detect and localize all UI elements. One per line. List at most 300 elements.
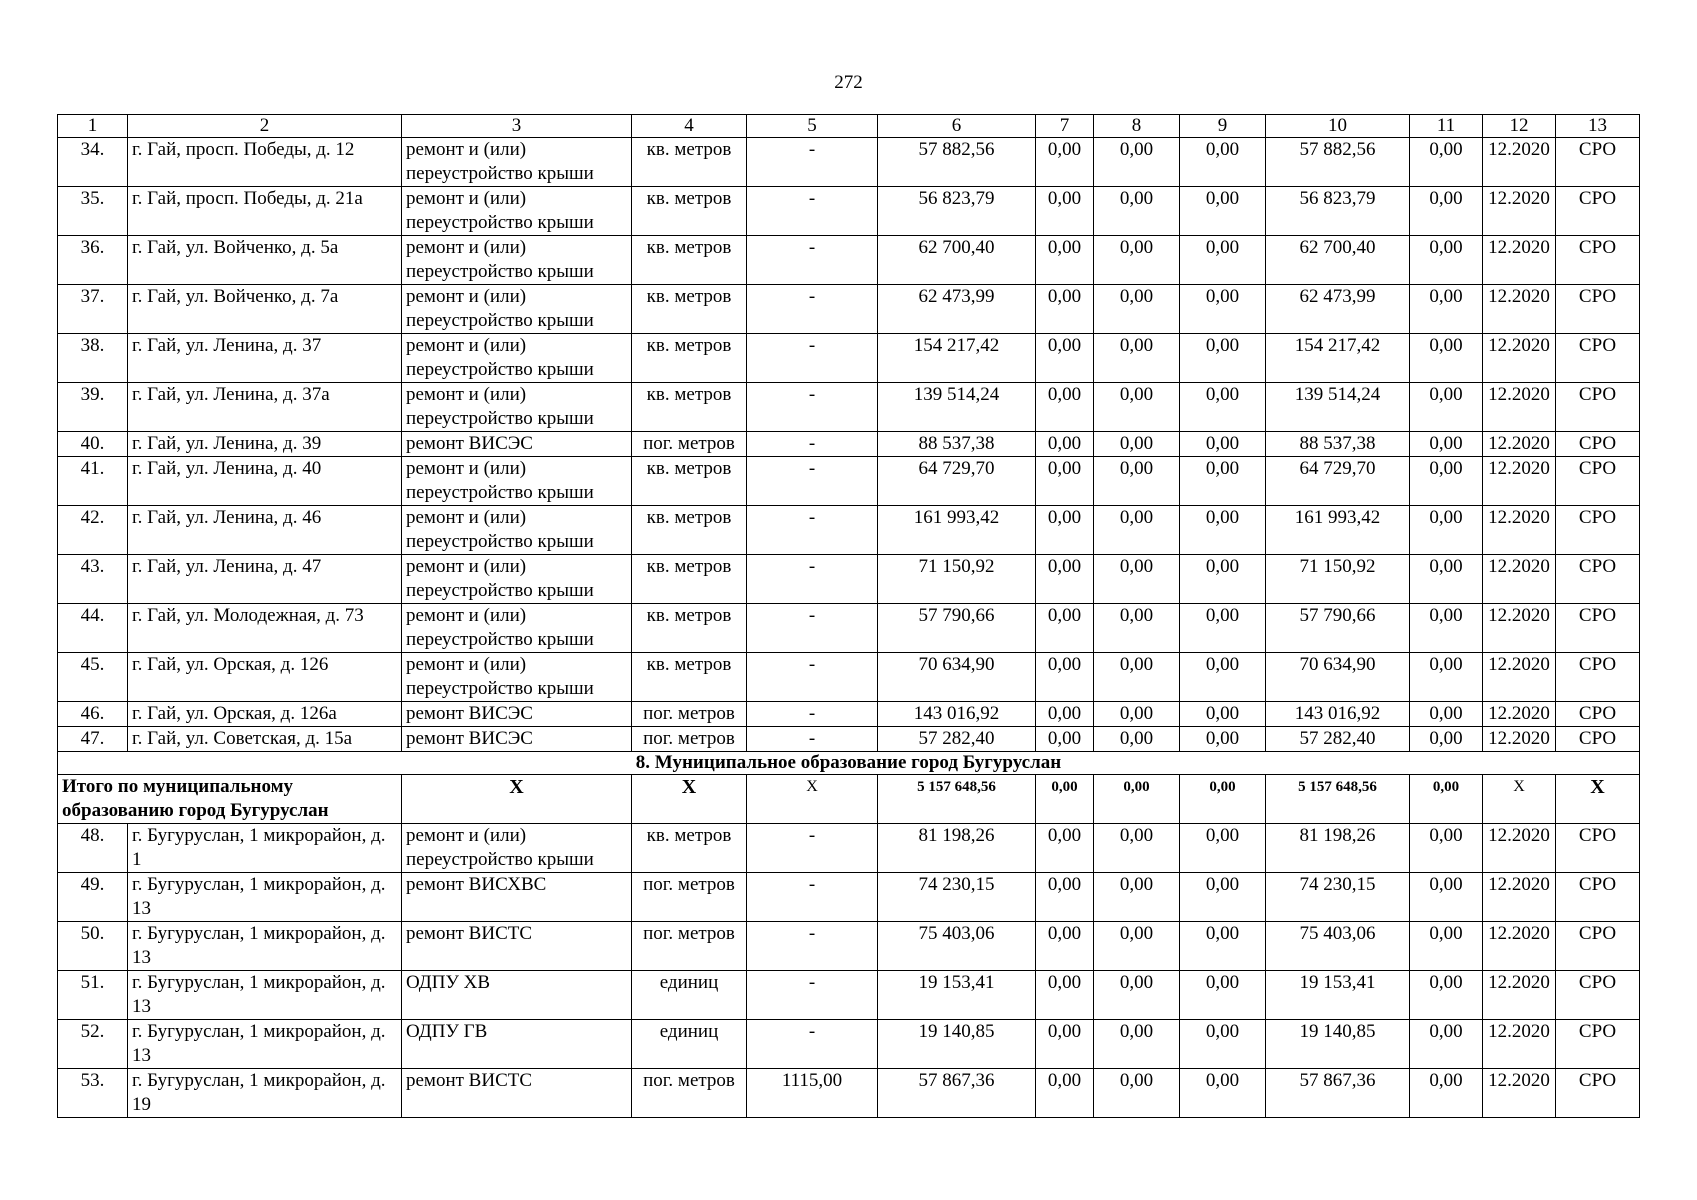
deadline-cell: 12.2020 <box>1483 383 1556 432</box>
contractor-type-cell: СРО <box>1556 702 1640 727</box>
work-type-cell: ремонт ВИСТС <box>402 922 632 971</box>
total-cost-cell: 57 282,40 <box>878 727 1036 752</box>
unit-cell: кв. метров <box>632 555 747 604</box>
owner-funds-cell: 57 282,40 <box>1266 727 1410 752</box>
address-cell: г. Гай, ул. Ленина, д. 39 <box>128 432 402 457</box>
total-cost-cell: 88 537,38 <box>878 432 1036 457</box>
table-row <box>58 457 1640 506</box>
regional-funds-cell: 0,00 <box>1094 873 1180 922</box>
federal-funds-cell: 0,00 <box>1036 383 1094 432</box>
volume-cell: - <box>747 1020 878 1069</box>
row-number: 48. <box>58 824 128 873</box>
table-row <box>58 1069 1640 1118</box>
unit-cell: кв. метров <box>632 506 747 555</box>
row-number: 36. <box>58 236 128 285</box>
deadline-cell: 12.2020 <box>1483 285 1556 334</box>
unit-cell: кв. метров <box>632 824 747 873</box>
row-number: 35. <box>58 187 128 236</box>
local-funds-cell: 0,00 <box>1180 1020 1266 1069</box>
other-funds-cell: 0,00 <box>1410 1069 1483 1118</box>
work-type-cell: ремонт и (или) переустройство крыши <box>402 383 632 432</box>
deadline-cell: 12.2020 <box>1483 604 1556 653</box>
total-cost-cell: 143 016,92 <box>878 702 1036 727</box>
page-number: 272 <box>834 72 863 93</box>
regional-funds-cell: 0,00 <box>1094 138 1180 187</box>
other-funds-cell: 0,00 <box>1410 555 1483 604</box>
owner-funds-cell: 62 473,99 <box>1266 285 1410 334</box>
other-funds-cell: 0,00 <box>1410 653 1483 702</box>
row-number: 42. <box>58 506 128 555</box>
total-cost-cell: 62 473,99 <box>878 285 1036 334</box>
regional-funds-cell: 0,00 <box>1094 506 1180 555</box>
total-cost-cell: 70 634,90 <box>878 653 1036 702</box>
owner-funds-cell: 143 016,92 <box>1266 702 1410 727</box>
total-cost-cell: 71 150,92 <box>878 555 1036 604</box>
unit-cell: пог. метров <box>632 873 747 922</box>
table-row <box>58 236 1640 285</box>
volume-cell: - <box>747 457 878 506</box>
contractor-type-cell: СРО <box>1556 727 1640 752</box>
local-funds-cell: 0,00 <box>1180 236 1266 285</box>
section-title: 8. Муниципальное образование город Бугуруслан <box>58 752 1640 775</box>
deadline-cell: 12.2020 <box>1483 457 1556 506</box>
local-funds-cell: 0,00 <box>1180 285 1266 334</box>
work-type-cell: ОДПУ ХВ <box>402 971 632 1020</box>
volume-cell: - <box>747 383 878 432</box>
row-number: 53. <box>58 1069 128 1118</box>
work-type-cell: ремонт и (или) переустройство крыши <box>402 334 632 383</box>
column-header: 5 <box>747 115 878 138</box>
deadline-cell: 12.2020 <box>1483 971 1556 1020</box>
total-cost-cell: 57 790,66 <box>878 604 1036 653</box>
total-c5-cell: Х <box>747 775 878 824</box>
contractor-type-cell: СРО <box>1556 971 1640 1020</box>
column-header: 10 <box>1266 115 1410 138</box>
local-funds-cell: 0,00 <box>1180 506 1266 555</box>
other-funds-cell: 0,00 <box>1410 138 1483 187</box>
contractor-type-cell: СРО <box>1556 922 1640 971</box>
owner-funds-cell: 139 514,24 <box>1266 383 1410 432</box>
row-number: 34. <box>58 138 128 187</box>
federal-funds-cell: 0,00 <box>1036 727 1094 752</box>
volume-cell: - <box>747 285 878 334</box>
address-cell: г. Гай, ул. Ленина, д. 47 <box>128 555 402 604</box>
unit-cell: пог. метров <box>632 922 747 971</box>
regional-funds-cell: 0,00 <box>1094 285 1180 334</box>
federal-funds-cell: 0,00 <box>1036 824 1094 873</box>
federal-funds-cell: 0,00 <box>1036 555 1094 604</box>
owner-funds-cell: 75 403,06 <box>1266 922 1410 971</box>
federal-funds-cell: 0,00 <box>1036 138 1094 187</box>
deadline-cell: 12.2020 <box>1483 187 1556 236</box>
contractor-type-cell: СРО <box>1556 138 1640 187</box>
address-cell: г. Гай, ул. Ленина, д. 37 <box>128 334 402 383</box>
contractor-type-cell: СРО <box>1556 432 1640 457</box>
contractor-type-cell: СРО <box>1556 824 1640 873</box>
contractor-type-cell: СРО <box>1556 1069 1640 1118</box>
unit-cell: единиц <box>632 1020 747 1069</box>
other-funds-cell: 0,00 <box>1410 236 1483 285</box>
federal-funds-cell: 0,00 <box>1036 922 1094 971</box>
volume-cell: - <box>747 555 878 604</box>
total-c6-cell: 5 157 648,56 <box>878 775 1036 824</box>
regional-funds-cell: 0,00 <box>1094 334 1180 383</box>
regional-funds-cell: 0,00 <box>1094 604 1180 653</box>
contractor-type-cell: СРО <box>1556 457 1640 506</box>
column-header: 12 <box>1483 115 1556 138</box>
work-type-cell: ремонт и (или) переустройство крыши <box>402 824 632 873</box>
work-type-cell: ремонт ВИСЭС <box>402 727 632 752</box>
volume-cell: - <box>747 971 878 1020</box>
local-funds-cell: 0,00 <box>1180 702 1266 727</box>
address-cell: г. Гай, просп. Победы, д. 21а <box>128 187 402 236</box>
row-number: 39. <box>58 383 128 432</box>
volume-cell: - <box>747 702 878 727</box>
regional-funds-cell: 0,00 <box>1094 555 1180 604</box>
table-row <box>58 1020 1640 1069</box>
address-cell: г. Бугуруслан, 1 микрорайон, д. 13 <box>128 1020 402 1069</box>
work-type-cell: ремонт и (или) переустройство крыши <box>402 138 632 187</box>
total-c9-cell: 0,00 <box>1180 775 1266 824</box>
unit-cell: кв. метров <box>632 383 747 432</box>
work-type-cell: ремонт и (или) переустройство крыши <box>402 506 632 555</box>
address-cell: г. Гай, ул. Молодежная, д. 73 <box>128 604 402 653</box>
total-c10-cell: 5 157 648,56 <box>1266 775 1410 824</box>
total-cost-cell: 57 882,56 <box>878 138 1036 187</box>
regional-funds-cell: 0,00 <box>1094 653 1180 702</box>
federal-funds-cell: 0,00 <box>1036 1020 1094 1069</box>
deadline-cell: 12.2020 <box>1483 555 1556 604</box>
owner-funds-cell: 57 867,36 <box>1266 1069 1410 1118</box>
local-funds-cell: 0,00 <box>1180 653 1266 702</box>
owner-funds-cell: 19 153,41 <box>1266 971 1410 1020</box>
volume-cell: - <box>747 727 878 752</box>
unit-cell: пог. метров <box>632 727 747 752</box>
other-funds-cell: 0,00 <box>1410 383 1483 432</box>
other-funds-cell: 0,00 <box>1410 971 1483 1020</box>
federal-funds-cell: 0,00 <box>1036 653 1094 702</box>
regional-funds-cell: 0,00 <box>1094 236 1180 285</box>
work-type-cell: ремонт ВИСЭС <box>402 432 632 457</box>
row-number: 38. <box>58 334 128 383</box>
deadline-cell: 12.2020 <box>1483 702 1556 727</box>
address-cell: г. Гай, ул. Войченко, д. 7а <box>128 285 402 334</box>
column-header: 1 <box>58 115 128 138</box>
unit-cell: кв. метров <box>632 187 747 236</box>
deadline-cell: 12.2020 <box>1483 432 1556 457</box>
owner-funds-cell: 62 700,40 <box>1266 236 1410 285</box>
regional-funds-cell: 0,00 <box>1094 922 1180 971</box>
other-funds-cell: 0,00 <box>1410 457 1483 506</box>
federal-funds-cell: 0,00 <box>1036 236 1094 285</box>
other-funds-cell: 0,00 <box>1410 702 1483 727</box>
address-cell: г. Гай, ул. Ленина, д. 40 <box>128 457 402 506</box>
other-funds-cell: 0,00 <box>1410 285 1483 334</box>
unit-cell: кв. метров <box>632 236 747 285</box>
work-type-cell: ремонт ВИСХВС <box>402 873 632 922</box>
federal-funds-cell: 0,00 <box>1036 285 1094 334</box>
federal-funds-cell: 0,00 <box>1036 187 1094 236</box>
row-number: 37. <box>58 285 128 334</box>
federal-funds-cell: 0,00 <box>1036 873 1094 922</box>
address-cell: г. Гай, ул. Ленина, д. 46 <box>128 506 402 555</box>
total-cost-cell: 62 700,40 <box>878 236 1036 285</box>
total-c7-cell: 0,00 <box>1036 775 1094 824</box>
local-funds-cell: 0,00 <box>1180 922 1266 971</box>
capital-repair-table <box>57 114 1640 1118</box>
address-cell: г. Гай, ул. Ленина, д. 37а <box>128 383 402 432</box>
total-c12-cell: Х <box>1483 775 1556 824</box>
address-cell: г. Гай, ул. Войченко, д. 5а <box>128 236 402 285</box>
owner-funds-cell: 88 537,38 <box>1266 432 1410 457</box>
local-funds-cell: 0,00 <box>1180 138 1266 187</box>
column-numbers-row <box>58 115 1640 138</box>
local-funds-cell: 0,00 <box>1180 971 1266 1020</box>
row-number: 52. <box>58 1020 128 1069</box>
work-type-cell: ремонт и (или) переустройство крыши <box>402 604 632 653</box>
federal-funds-cell: 0,00 <box>1036 506 1094 555</box>
local-funds-cell: 0,00 <box>1180 432 1266 457</box>
volume-cell: - <box>747 187 878 236</box>
volume-cell: 1115,00 <box>747 1069 878 1118</box>
column-header: 9 <box>1180 115 1266 138</box>
other-funds-cell: 0,00 <box>1410 334 1483 383</box>
volume-cell: - <box>747 824 878 873</box>
work-type-cell: ремонт и (или) переустройство крыши <box>402 555 632 604</box>
local-funds-cell: 0,00 <box>1180 187 1266 236</box>
volume-cell: - <box>747 922 878 971</box>
column-header: 7 <box>1036 115 1094 138</box>
other-funds-cell: 0,00 <box>1410 187 1483 236</box>
total-c13-cell: Х <box>1556 775 1640 824</box>
table-row <box>58 604 1640 653</box>
table-row <box>58 187 1640 236</box>
volume-cell: - <box>747 604 878 653</box>
address-cell: г. Гай, ул. Советская, д. 15а <box>128 727 402 752</box>
row-number: 44. <box>58 604 128 653</box>
total-cost-cell: 74 230,15 <box>878 873 1036 922</box>
federal-funds-cell: 0,00 <box>1036 971 1094 1020</box>
column-header: 6 <box>878 115 1036 138</box>
owner-funds-cell: 57 882,56 <box>1266 138 1410 187</box>
total-c11-cell: 0,00 <box>1410 775 1483 824</box>
table-row <box>58 971 1640 1020</box>
other-funds-cell: 0,00 <box>1410 604 1483 653</box>
local-funds-cell: 0,00 <box>1180 1069 1266 1118</box>
table-row <box>58 702 1640 727</box>
table-row <box>58 555 1640 604</box>
federal-funds-cell: 0,00 <box>1036 432 1094 457</box>
local-funds-cell: 0,00 <box>1180 604 1266 653</box>
regional-funds-cell: 0,00 <box>1094 383 1180 432</box>
other-funds-cell: 0,00 <box>1410 506 1483 555</box>
column-header: 11 <box>1410 115 1483 138</box>
owner-funds-cell: 56 823,79 <box>1266 187 1410 236</box>
volume-cell: - <box>747 506 878 555</box>
volume-cell: - <box>747 653 878 702</box>
other-funds-cell: 0,00 <box>1410 727 1483 752</box>
table-row <box>58 873 1640 922</box>
row-number: 46. <box>58 702 128 727</box>
table-row <box>58 432 1640 457</box>
row-number: 43. <box>58 555 128 604</box>
deadline-cell: 12.2020 <box>1483 727 1556 752</box>
regional-funds-cell: 0,00 <box>1094 702 1180 727</box>
regional-funds-cell: 0,00 <box>1094 971 1180 1020</box>
other-funds-cell: 0,00 <box>1410 824 1483 873</box>
regional-funds-cell: 0,00 <box>1094 187 1180 236</box>
address-cell: г. Гай, просп. Победы, д. 12 <box>128 138 402 187</box>
total-cost-cell: 57 867,36 <box>878 1069 1036 1118</box>
other-funds-cell: 0,00 <box>1410 1020 1483 1069</box>
volume-cell: - <box>747 334 878 383</box>
owner-funds-cell: 161 993,42 <box>1266 506 1410 555</box>
table-row <box>58 727 1640 752</box>
regional-funds-cell: 0,00 <box>1094 727 1180 752</box>
owner-funds-cell: 57 790,66 <box>1266 604 1410 653</box>
regional-funds-cell: 0,00 <box>1094 432 1180 457</box>
table-row <box>58 138 1640 187</box>
table-row <box>58 285 1640 334</box>
unit-cell: кв. метров <box>632 604 747 653</box>
total-cost-cell: 139 514,24 <box>878 383 1036 432</box>
volume-cell: - <box>747 873 878 922</box>
table-row <box>58 824 1640 873</box>
column-header: 8 <box>1094 115 1180 138</box>
work-type-cell: ремонт и (или) переустройство крыши <box>402 187 632 236</box>
table-row <box>58 383 1640 432</box>
row-number: 50. <box>58 922 128 971</box>
work-type-cell: ремонт и (или) переустройство крыши <box>402 457 632 506</box>
deadline-cell: 12.2020 <box>1483 873 1556 922</box>
other-funds-cell: 0,00 <box>1410 922 1483 971</box>
total-cost-cell: 56 823,79 <box>878 187 1036 236</box>
unit-cell: пог. метров <box>632 432 747 457</box>
deadline-cell: 12.2020 <box>1483 334 1556 383</box>
table-row <box>58 653 1640 702</box>
contractor-type-cell: СРО <box>1556 187 1640 236</box>
local-funds-cell: 0,00 <box>1180 873 1266 922</box>
table-row <box>58 922 1640 971</box>
row-number: 49. <box>58 873 128 922</box>
regional-funds-cell: 0,00 <box>1094 1020 1180 1069</box>
federal-funds-cell: 0,00 <box>1036 604 1094 653</box>
deadline-cell: 12.2020 <box>1483 236 1556 285</box>
local-funds-cell: 0,00 <box>1180 824 1266 873</box>
contractor-type-cell: СРО <box>1556 285 1640 334</box>
unit-cell: кв. метров <box>632 653 747 702</box>
federal-funds-cell: 0,00 <box>1036 457 1094 506</box>
unit-cell: кв. метров <box>632 334 747 383</box>
federal-funds-cell: 0,00 <box>1036 334 1094 383</box>
volume-cell: - <box>747 236 878 285</box>
deadline-cell: 12.2020 <box>1483 824 1556 873</box>
local-funds-cell: 0,00 <box>1180 457 1266 506</box>
owner-funds-cell: 81 198,26 <box>1266 824 1410 873</box>
row-number: 47. <box>58 727 128 752</box>
owner-funds-cell: 70 634,90 <box>1266 653 1410 702</box>
federal-funds-cell: 0,00 <box>1036 702 1094 727</box>
work-type-cell: ремонт и (или) переустройство крыши <box>402 236 632 285</box>
deadline-cell: 12.2020 <box>1483 653 1556 702</box>
other-funds-cell: 0,00 <box>1410 873 1483 922</box>
row-number: 51. <box>58 971 128 1020</box>
unit-cell: кв. метров <box>632 285 747 334</box>
work-type-cell: ремонт и (или) переустройство крыши <box>402 285 632 334</box>
volume-cell: - <box>747 138 878 187</box>
local-funds-cell: 0,00 <box>1180 334 1266 383</box>
total-cost-cell: 64 729,70 <box>878 457 1036 506</box>
owner-funds-cell: 64 729,70 <box>1266 457 1410 506</box>
unit-cell: кв. метров <box>632 138 747 187</box>
local-funds-cell: 0,00 <box>1180 555 1266 604</box>
total-cost-cell: 75 403,06 <box>878 922 1036 971</box>
total-cost-cell: 81 198,26 <box>878 824 1036 873</box>
total-c4-cell: Х <box>632 775 747 824</box>
owner-funds-cell: 71 150,92 <box>1266 555 1410 604</box>
owner-funds-cell: 154 217,42 <box>1266 334 1410 383</box>
contractor-type-cell: СРО <box>1556 334 1640 383</box>
contractor-type-cell: СРО <box>1556 873 1640 922</box>
column-header: 3 <box>402 115 632 138</box>
total-row <box>58 775 1640 824</box>
contractor-type-cell: СРО <box>1556 236 1640 285</box>
contractor-type-cell: СРО <box>1556 1020 1640 1069</box>
deadline-cell: 12.2020 <box>1483 1020 1556 1069</box>
contractor-type-cell: СРО <box>1556 506 1640 555</box>
work-type-cell: ремонт ВИСТС <box>402 1069 632 1118</box>
deadline-cell: 12.2020 <box>1483 506 1556 555</box>
regional-funds-cell: 0,00 <box>1094 1069 1180 1118</box>
address-cell: г. Бугуруслан, 1 микрорайон, д. 13 <box>128 922 402 971</box>
contractor-type-cell: СРО <box>1556 555 1640 604</box>
local-funds-cell: 0,00 <box>1180 727 1266 752</box>
federal-funds-cell: 0,00 <box>1036 1069 1094 1118</box>
regional-funds-cell: 0,00 <box>1094 824 1180 873</box>
unit-cell: пог. метров <box>632 702 747 727</box>
column-header: 4 <box>632 115 747 138</box>
unit-cell: кв. метров <box>632 457 747 506</box>
work-type-cell: ОДПУ ГВ <box>402 1020 632 1069</box>
total-c8-cell: 0,00 <box>1094 775 1180 824</box>
table-row <box>58 334 1640 383</box>
other-funds-cell: 0,00 <box>1410 432 1483 457</box>
total-cost-cell: 19 153,41 <box>878 971 1036 1020</box>
deadline-cell: 12.2020 <box>1483 1069 1556 1118</box>
address-cell: г. Бугуруслан, 1 микрорайон, д. 13 <box>128 971 402 1020</box>
table-row <box>58 506 1640 555</box>
contractor-type-cell: СРО <box>1556 383 1640 432</box>
contractor-type-cell: СРО <box>1556 653 1640 702</box>
deadline-cell: 12.2020 <box>1483 138 1556 187</box>
total-c3-cell: Х <box>402 775 632 824</box>
unit-cell: единиц <box>632 971 747 1020</box>
total-cost-cell: 161 993,42 <box>878 506 1036 555</box>
regional-funds-cell: 0,00 <box>1094 457 1180 506</box>
column-header: 13 <box>1556 115 1640 138</box>
deadline-cell: 12.2020 <box>1483 922 1556 971</box>
work-type-cell: ремонт ВИСЭС <box>402 702 632 727</box>
contractor-type-cell: СРО <box>1556 604 1640 653</box>
total-cost-cell: 19 140,85 <box>878 1020 1036 1069</box>
row-number: 40. <box>58 432 128 457</box>
local-funds-cell: 0,00 <box>1180 383 1266 432</box>
volume-cell: - <box>747 432 878 457</box>
work-type-cell: ремонт и (или) переустройство крыши <box>402 653 632 702</box>
row-number: 45. <box>58 653 128 702</box>
address-cell: г. Гай, ул. Орская, д. 126а <box>128 702 402 727</box>
address-cell: г. Бугуруслан, 1 микрорайон, д. 13 <box>128 873 402 922</box>
